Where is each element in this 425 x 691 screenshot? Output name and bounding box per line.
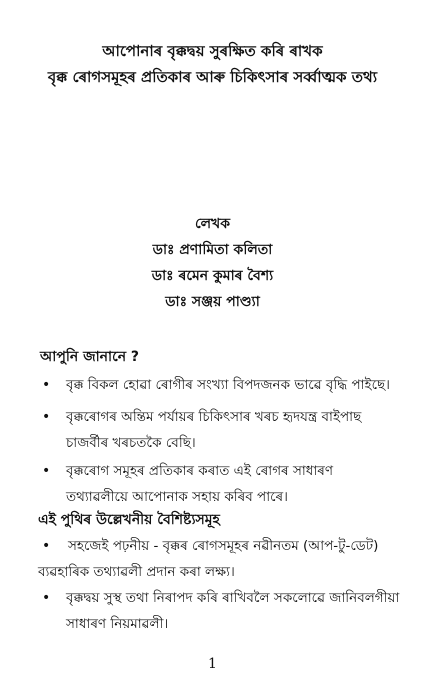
list-item: বৃক্ক বিকল হোৱা ৰোগীৰ সংখ্যা বিপদজনক ভাৱে বৃদ্ধি পাইছে। xyxy=(66,377,391,393)
list-item: বৃক্কৰোগ সমূহৰ প্ৰতিকাৰ কৰাত এই ৰোগৰ সাধাৰণ তথ্যাৱলীয়ে আপোনাক সহায় কৰিব পাৰে। xyxy=(66,463,334,505)
bullet-icon: • xyxy=(42,409,51,425)
list-item: বৃক্কৰোগৰ অন্তিম পৰ্যায়ৰ চিকিৎসাৰ খৰচ হৃদযন্ত্ৰ বাইপাছ চাজৰ্বীৰ খৰচতকৈ বেছি। xyxy=(66,409,362,451)
section-heading-features: এই পুথিৰ উল্লেখনীয় বৈশিষ্ট্যসমূহ xyxy=(38,512,220,528)
section-heading-did-you-know: আপুনি জানানে ? xyxy=(40,349,140,365)
bullet-icon: • xyxy=(42,377,51,393)
book-title-line-2: বৃক্ক ৰোগসমূহৰ প্ৰতিকাৰ আৰু চিকিৎসাৰ সৰ্ব্বাত্মক তথ্য xyxy=(47,68,378,86)
bullet-icon: • xyxy=(42,590,51,606)
book-title-line-1: আপোনাৰ বৃক্কদ্বয় সুৰক্ষিত কৰি ৰাখক xyxy=(102,42,323,60)
author-name-3: ডাঃ সঞ্জয় পাণ্ড্যা xyxy=(165,294,260,310)
list-item: বৃক্কদ্বয় সুস্থ তথা নিৰাপদ কৰি ৰাখিবলৈ সকলোৱে জানিবলগীয়া সাধাৰণ নিয়মাৱলী। xyxy=(66,590,400,632)
list-item: সহজেই পঢ়নীয় - বৃক্কৰ ৰোগসমূহৰ নৱীনতম (আপ-টু-ডেট) ব্যৱহাৰিক তথ্যাৱলী প্ৰদান কৰা লক্ষ্য। xyxy=(38,538,379,580)
bullet-icon: • xyxy=(42,463,51,479)
page-number: 1 xyxy=(208,656,217,672)
author-label: লেখক xyxy=(194,216,231,232)
bullet-icon: • xyxy=(42,538,51,554)
author-name-2: ডাঃ ৰমেন কুমাৰ বৈশ্য xyxy=(151,268,274,284)
author-name-1: ডাঃ প্ৰণামিতা কলিতা xyxy=(152,242,273,258)
